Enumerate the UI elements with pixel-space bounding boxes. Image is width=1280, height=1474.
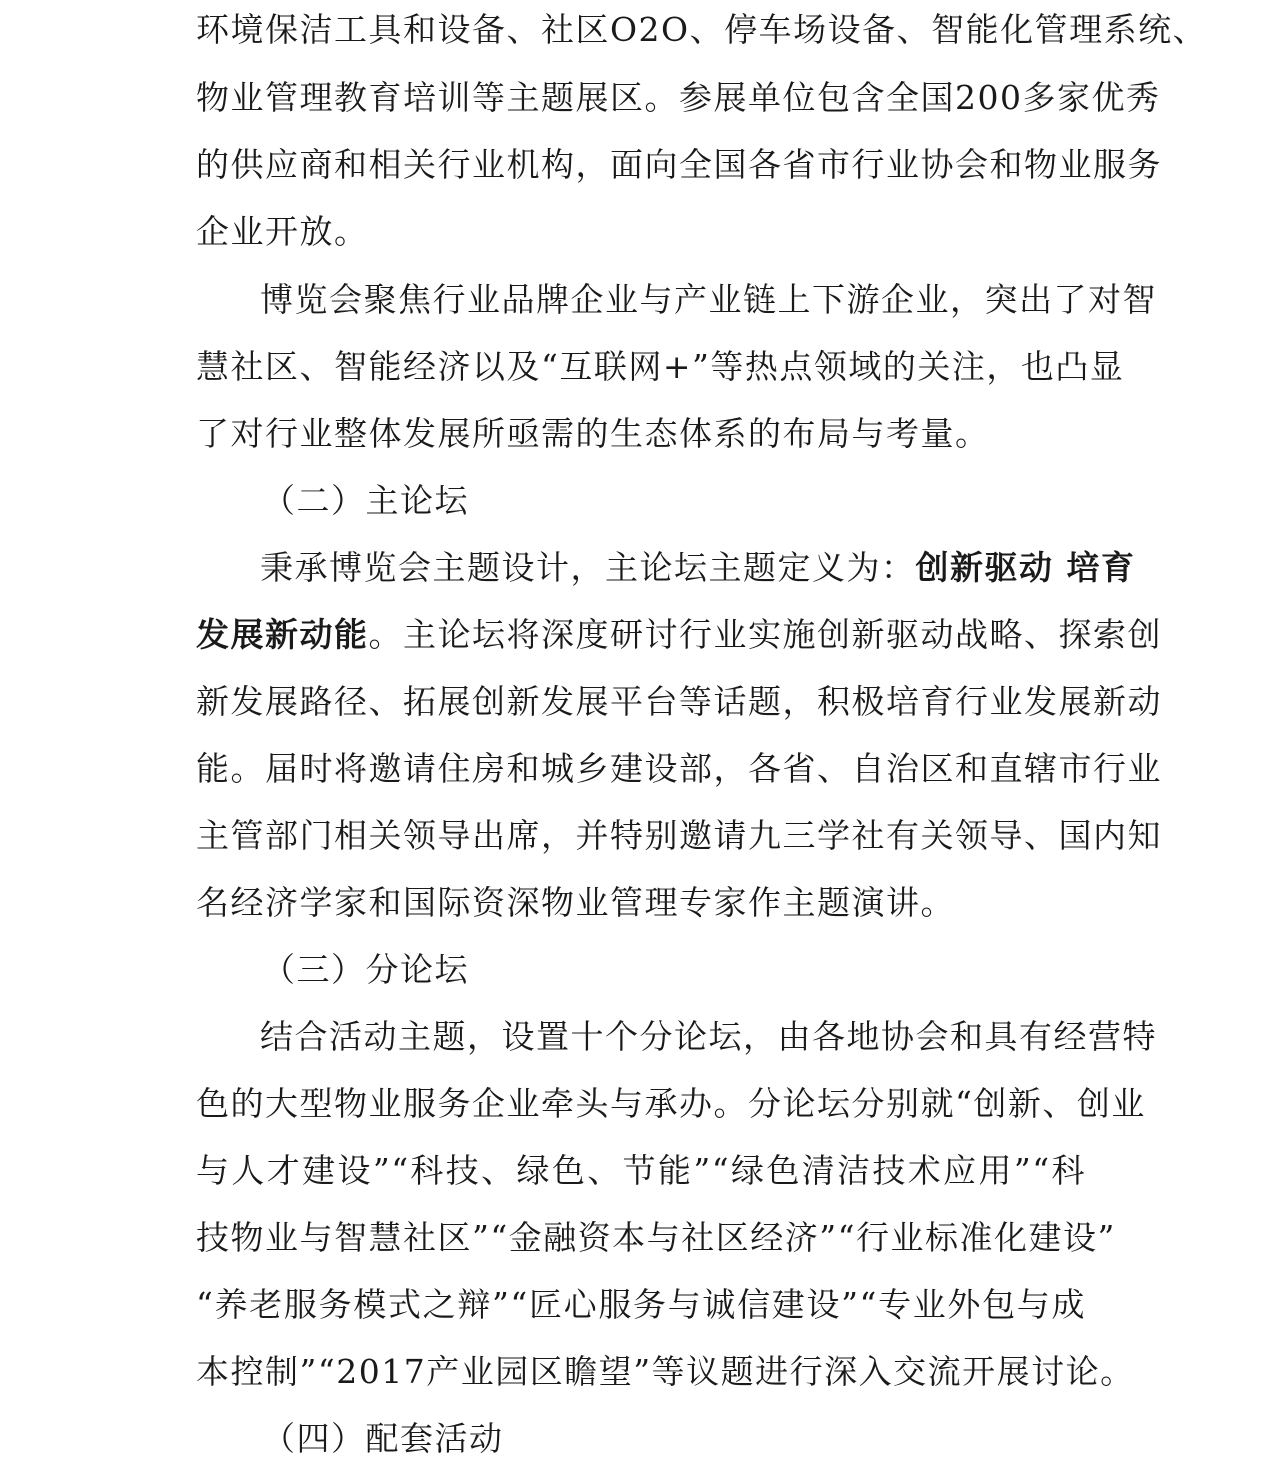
forum-theme-bold: 创新驱动 培育	[915, 548, 1136, 587]
paragraph-line: “养老服务模式之辩”“匠心服务与诚信建设”“专业外包与成	[196, 1285, 1086, 1324]
section-heading: （二）主论坛	[262, 481, 469, 520]
paragraph-line	[196, 613, 1162, 657]
paragraph-line: 环境保洁工具和设备、社区O2O、停车场设备、智能化管理系统、	[196, 10, 1208, 49]
paragraph-line: 企业开放。	[196, 212, 369, 251]
paragraph-text: 秉承博览会主题设计，主论坛主题定义为：	[260, 548, 916, 587]
paragraph-line: 新发展路径、拓展创新发展平台等话题，积极培育行业发展新动	[196, 682, 1162, 721]
paragraph-line: 物业管理教育培训等主题展区。参展单位包含全国200多家优秀	[196, 78, 1161, 117]
section-heading: （三）分论坛	[262, 950, 469, 989]
paragraph-line: 慧社区、智能经济以及“互联网+”等热点领域的关注，也凸显	[196, 347, 1125, 386]
paragraph-line: 名经济学家和国际资深物业管理专家作主题演讲。	[196, 883, 955, 922]
paragraph-line: 了对行业整体发展所亟需的生态体系的布局与考量。	[196, 414, 990, 453]
section-heading: （四）配套活动	[262, 1419, 504, 1458]
paragraph-line	[260, 546, 1136, 590]
paragraph-line: 的供应商和相关行业机构，面向全国各省市行业协会和物业服务	[196, 145, 1162, 184]
paragraph-line: 主管部门相关领导出席，并特别邀请九三学社有关领导、国内知	[196, 816, 1162, 855]
paragraph-line: 技物业与智慧社区”“金融资本与社区经济”“行业标准化建设”	[196, 1218, 1116, 1257]
paragraph-line: 色的大型物业服务企业牵头与承办。分论坛分别就“创新、创业	[196, 1084, 1146, 1123]
paragraph-line: 与人才建设”“科技、绿色、节能”“绿色清洁技术应用”“科	[196, 1151, 1086, 1190]
paragraph-text: 。主论坛将深度研讨行业实施创新驱动战略、探索创	[368, 615, 1162, 654]
forum-theme-bold: 发展新动能	[196, 615, 369, 654]
paragraph-line: 结合活动主题，设置十个分论坛，由各地协会和具有经营特	[260, 1017, 1157, 1056]
paragraph-line: 本控制”“2017产业园区瞻望”等议题进行深入交流开展讨论。	[196, 1352, 1135, 1391]
paragraph-line: 博览会聚焦行业品牌企业与产业链上下游企业，突出了对智	[260, 280, 1157, 319]
paragraph-line: 能。届时将邀请住房和城乡建设部，各省、自治区和直辖市行业	[196, 749, 1162, 788]
